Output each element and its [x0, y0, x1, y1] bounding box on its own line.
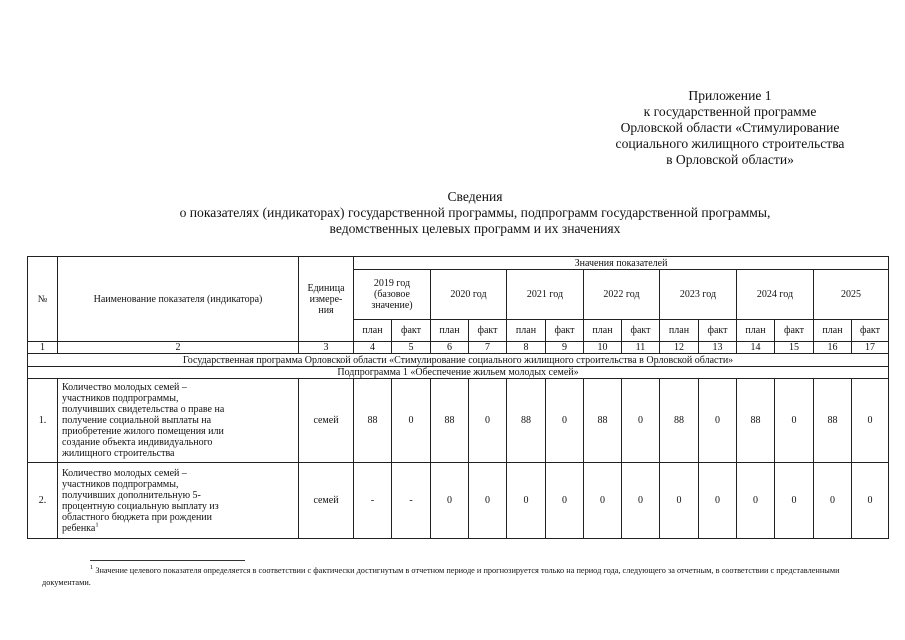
column-number: 1 — [28, 342, 58, 354]
column-number: 9 — [546, 342, 584, 354]
appendix-line: социального жилищного строительства — [615, 136, 845, 151]
indicator-name — [58, 463, 299, 539]
row-number: 2. — [28, 463, 58, 539]
value-cell: 0 — [622, 379, 660, 463]
value-cell: 0 — [852, 463, 889, 539]
header-year-2020: 2020 год — [431, 270, 507, 320]
heading-subtitle: о показателях (индикаторах) государственной программы, подпрограмм государственной программы, — [179, 205, 771, 220]
indicator-name — [58, 379, 299, 463]
header-values: Значения показателей — [354, 257, 889, 270]
column-number: 15 — [775, 342, 814, 354]
column-number: 10 — [584, 342, 622, 354]
header-unit-line: Единица — [307, 282, 345, 294]
header-fact: факт — [546, 320, 584, 342]
value-cell: 0 — [775, 379, 814, 463]
indicators-table — [27, 256, 889, 539]
header-year-2025: 2025 — [814, 270, 889, 320]
column-number: 11 — [622, 342, 660, 354]
header-fact: факт — [775, 320, 814, 342]
value-cell: 0 — [775, 463, 814, 539]
value-cell: 88 — [584, 379, 622, 463]
indicator-name-line: участников подпрограммы, — [62, 478, 179, 490]
value-cell: - — [392, 463, 431, 539]
value-cell: 0 — [699, 463, 737, 539]
appendix-line: Орловской области «Стимулирование — [620, 120, 840, 135]
program-title-row: Государственная программа Орловской области «Стимулирование социального жилищного строительства в Орловской области» — [28, 354, 889, 367]
subprogram-title-row: Подпрограмма 1 «Обеспечение жильем молодых семей» — [28, 367, 889, 379]
table-row — [28, 463, 889, 539]
header-fact: факт — [699, 320, 737, 342]
row-number: 1. — [28, 379, 58, 463]
column-number: 5 — [392, 342, 431, 354]
footnote — [42, 565, 867, 589]
value-cell: 0 — [814, 463, 852, 539]
appendix-line: в Орловской области» — [666, 152, 794, 167]
header-indicator-name: Наименование показателя (индикатора) — [58, 257, 299, 342]
value-cell: 0 — [392, 379, 431, 463]
value-cell: 0 — [584, 463, 622, 539]
value-cell: 0 — [469, 463, 507, 539]
header-plan: план — [814, 320, 852, 342]
value-cell: 88 — [354, 379, 392, 463]
value-cell: 0 — [546, 379, 584, 463]
header-year-2024: 2024 год — [737, 270, 814, 320]
indicator-name-line: получение социальной выплаты на — [62, 415, 212, 426]
header-plan: план — [660, 320, 699, 342]
appendix-block — [520, 88, 905, 168]
value-cell: 88 — [737, 379, 775, 463]
indicator-name-line: приобретение жилого помещения или — [62, 426, 224, 437]
value-cell: 88 — [507, 379, 546, 463]
value-cell: 0 — [546, 463, 584, 539]
value-cell: 0 — [699, 379, 737, 463]
value-cell: 0 — [622, 463, 660, 539]
unit-cell: семей — [299, 379, 354, 463]
column-number: 6 — [431, 342, 469, 354]
value-cell: - — [354, 463, 392, 539]
header-unit — [299, 257, 354, 342]
header-year-line: (базовое — [374, 289, 410, 300]
table-row — [28, 379, 889, 463]
heading-subtitle: ведомственных целевых программ и их значениях — [329, 221, 621, 236]
header-year-2023: 2023 год — [660, 270, 737, 320]
header-fact: факт — [622, 320, 660, 342]
indicator-name-line: Количество молодых семей – — [62, 382, 187, 393]
indicator-name-line: областного бюджета при рождении — [62, 511, 213, 523]
footnote-mark: 1 — [90, 564, 94, 572]
header-fact: факт — [469, 320, 507, 342]
header-year-line: значение) — [371, 300, 413, 311]
document-heading — [40, 189, 905, 237]
header-fact: факт — [852, 320, 889, 342]
column-number: 12 — [660, 342, 699, 354]
column-number: 8 — [507, 342, 546, 354]
header-plan: план — [507, 320, 546, 342]
indicator-name-line — [62, 523, 298, 534]
column-number: 17 — [852, 342, 889, 354]
value-cell: 0 — [737, 463, 775, 539]
value-cell: 0 — [431, 463, 469, 539]
footnote-separator — [90, 560, 245, 561]
column-number: 2 — [58, 342, 299, 354]
value-cell: 0 — [469, 379, 507, 463]
appendix-line: к государственной программе — [643, 104, 817, 119]
indicator-name-line: получивших свидетельства о праве на — [62, 404, 225, 415]
value-cell: 88 — [814, 379, 852, 463]
header-year-line: 2019 год — [373, 278, 411, 289]
unit-cell: семей — [299, 463, 354, 539]
column-number: 16 — [814, 342, 852, 354]
value-cell: 88 — [660, 379, 699, 463]
header-number: № — [28, 257, 58, 342]
indicator-name-line: жилищного строительства — [62, 448, 175, 459]
header-fact: факт — [392, 320, 431, 342]
header-plan: план — [737, 320, 775, 342]
header-plan: план — [584, 320, 622, 342]
header-unit-line: ния — [318, 304, 334, 316]
indicator-name-line: получивших дополнительную 5- — [62, 489, 201, 501]
header-plan: план — [354, 320, 392, 342]
appendix-line: Приложение 1 — [688, 88, 772, 103]
heading-title: Сведения — [447, 189, 503, 204]
value-cell: 0 — [507, 463, 546, 539]
column-number: 7 — [469, 342, 507, 354]
column-number: 3 — [299, 342, 354, 354]
header-year-2019 — [354, 270, 431, 320]
column-number: 13 — [699, 342, 737, 354]
header-plan: план — [431, 320, 469, 342]
header-year-2021: 2021 год — [507, 270, 584, 320]
indicator-name-line: создание объекта индивидуального — [62, 437, 213, 448]
indicator-name-line-text: ребенка — [62, 522, 96, 534]
footnote-ref: 1 — [95, 521, 99, 529]
indicator-name-line: участников подпрограммы, — [62, 393, 179, 404]
footnote-text: Значение целевого показателя определяется в соответствии с фактически достигнутым в отчетном периоде и прогнозируется только на период года, следующего за отчетным, в соответствии с представленными документами. — [42, 566, 840, 587]
value-cell: 0 — [852, 379, 889, 463]
value-cell: 0 — [660, 463, 699, 539]
indicator-name-line: процентную социальную выплату из — [62, 500, 219, 512]
indicator-name-line: Количество молодых семей – — [62, 467, 187, 479]
column-number: 14 — [737, 342, 775, 354]
header-unit-line: измере- — [309, 293, 343, 305]
value-cell: 88 — [431, 379, 469, 463]
header-year-2022: 2022 год — [584, 270, 660, 320]
column-number: 4 — [354, 342, 392, 354]
